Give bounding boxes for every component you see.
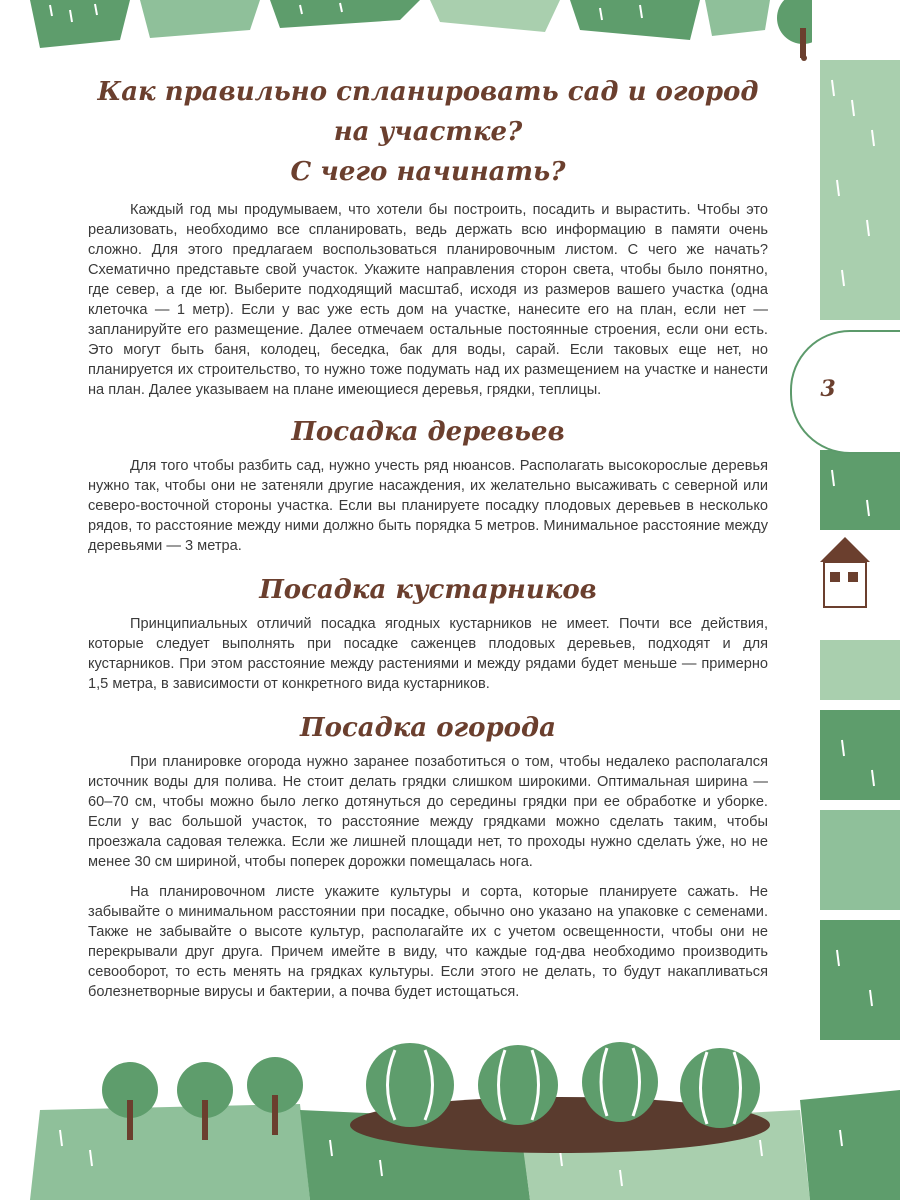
- top-decoration: [0, 0, 900, 62]
- cabbage-icon: [582, 1042, 658, 1122]
- cabbage-icon: [680, 1048, 760, 1128]
- page-content: [88, 62, 768, 1002]
- page-title: [88, 72, 768, 192]
- page-title-line2: С чего начинать?: [290, 157, 566, 187]
- section-paragraph: При планировке огорода нужно заранее позаботиться о том, чтобы недалеко располагался источник воды для полива. Не стоит делать грядки слишком широкими. Оптимальная ширина — 60–70 см, чтобы можно было легко дотянуться до середины грядки при ее обработке и уборке. Если у вас большой участок, то расстояние между грядками можно сделать таким, чтобы проезжала садовая тележка. Если же лишней площади нет, то проходы нужно сделать у́же, но не менее 30 см шириной, чтобы поперек дорожки помещалась нога.: [88, 754, 768, 870]
- section-paragraph: Принципиальных отличий посадка ягодных кустарников не имеет. Почти все действия, которые следует выполнять при посадке саженцев плодовых деревьев, подходят и для кустарников. При этом расстояние между растениями и между рядами будет меньше — примерно 1,5 метра, в зависимости от конкретного вида кустарников.: [88, 616, 768, 692]
- page-number: 3: [820, 376, 836, 402]
- cabbage-icon: [366, 1043, 454, 1127]
- section-heading: Посадка кустарников: [259, 575, 597, 605]
- section-paragraph: Для того чтобы разбить сад, нужно учесть ряд нюансов. Располагать высокорослые деревья нужно так, чтобы они не затеняли другие насаждения, их желательно высаживать с северной или северо-восточной стороны участка. Если вы планируете посадку плодовых деревьев в несколько рядов, то расстояние между ними должно быть порядка 5 метров. Минимальное расстояние между деревьями — 3 метра.: [88, 458, 768, 554]
- section-heading: Посадка огорода: [300, 713, 556, 743]
- intro-paragraph: Каждый год мы продумываем, что хотели бы построить, посадить и вырастить. Чтобы это реализовать, необходимо все спланировать, ведь держать всю информацию в памяти очень сложно. Для этого предлагаем воспользоваться планировочным листом. С чего же начать? Схематично представьте свой участок. Укажите направления сторон света, чтобы было понятно, где север, а где юг. Выберите подходящий масштаб, исходя из размеров вашего участка (одна клеточка — 1 метр). Если у вас уже есть дом на участке, нанесите его на план, если нет — запланируйте его размещение. Далее отмечаем остальные постоянные строения, если они есть. Это могут быть баня, колодец, беседка, бак для воды, сарай. Если таковых еще нет, но планируется их строительство, то нужно тоже подумать над их размещением на участке и нанести на план. Далее указываем на плане имеющиеся деревья, грядки, теплицы.: [88, 202, 768, 398]
- page-number-tab: [790, 330, 900, 454]
- page-title-line1: Как правильно спланировать сад и огород на участке?: [97, 77, 759, 147]
- section-heading: Посадка деревьев: [291, 417, 565, 447]
- house-icon: [820, 532, 870, 612]
- section-paragraph: На планировочном листе укажите культуры и сорта, которые планируете сажать. Не забывайте о минимальном расстоянии при посадке, обычно оно указано на упаковке с семенами. Также не забывайте о высоте культур, располагайте их с учетом освещенности, чтобы они не перекрывали друг друга. Причем имейте в виду, что каждые год-два необходимо производить севооборот, то есть менять на грядках культуры. Если этого не делать, то будут накапливаться болезнетворные вирусы и бактерии, а почва будет истощаться.: [88, 884, 768, 1000]
- bottom-decoration: [0, 1040, 900, 1200]
- cabbage-icon: [478, 1045, 558, 1125]
